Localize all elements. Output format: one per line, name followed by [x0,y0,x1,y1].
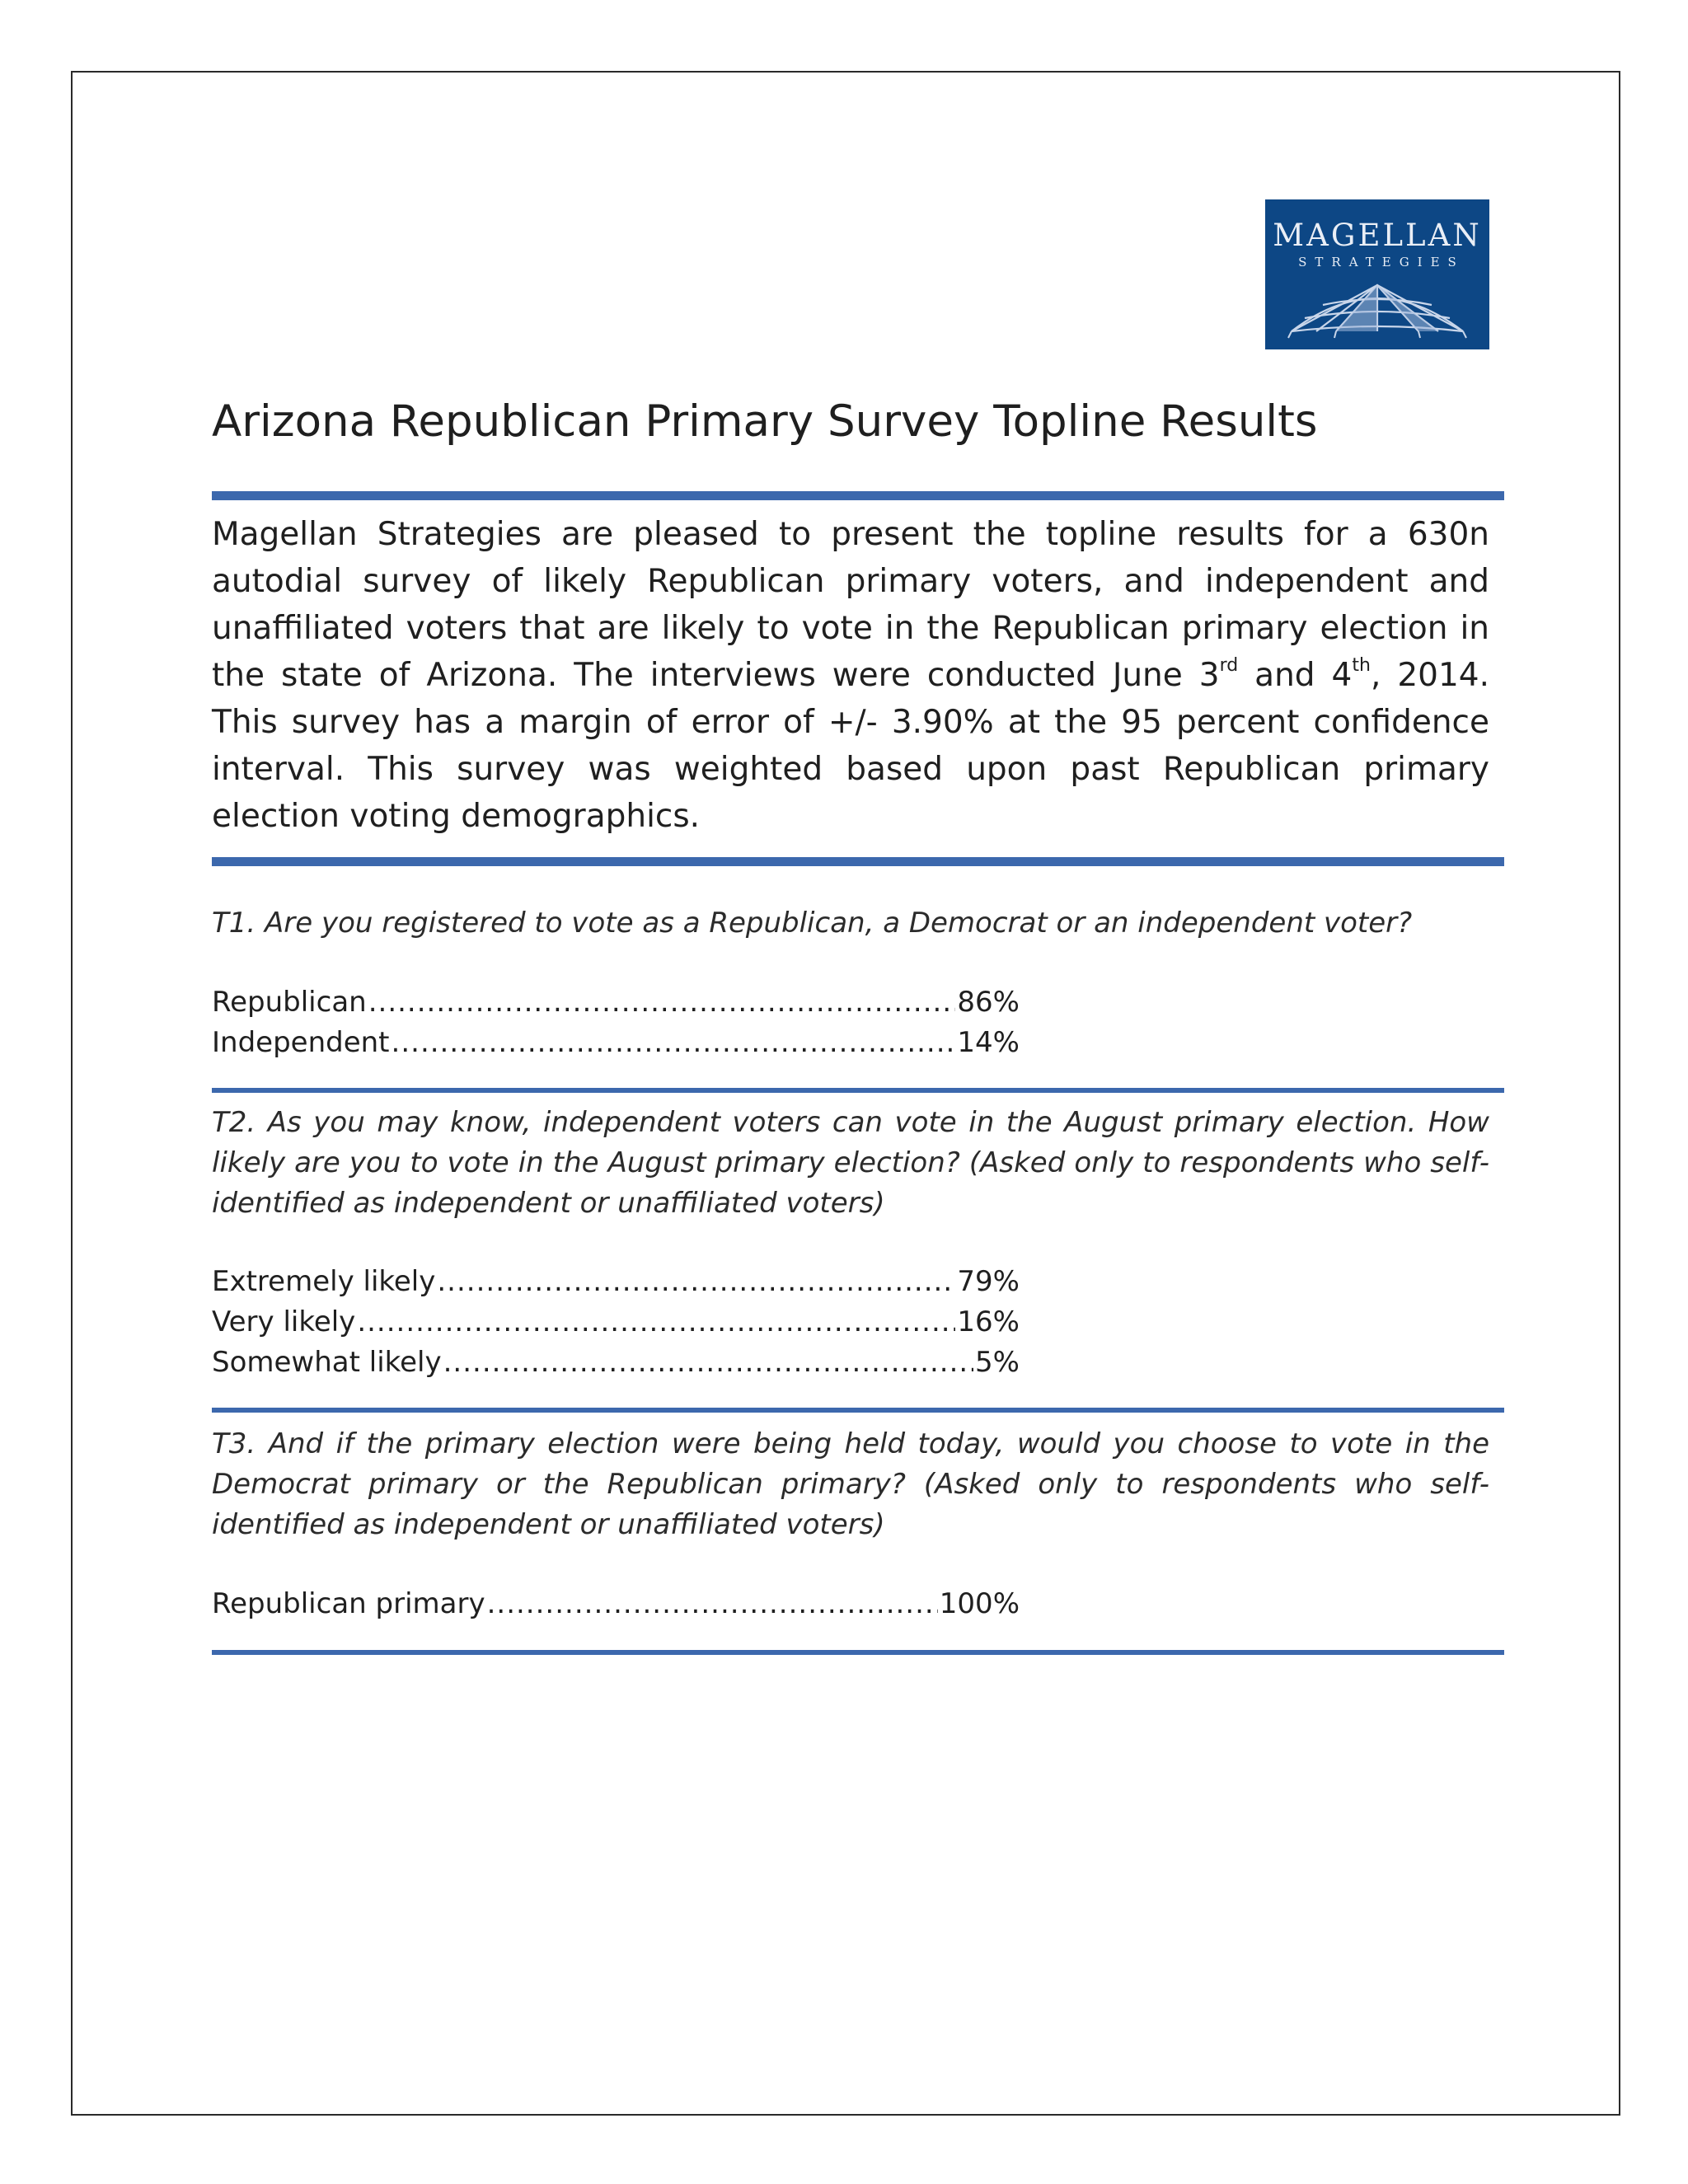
intro-sup-2: th [1352,655,1371,676]
answer-label: Very likely [212,1305,356,1338]
magellan-logo [1265,199,1489,349]
answer-label: Republican [212,986,367,1019]
intro-paragraph [212,511,1489,840]
answer-value: 86% [957,986,1020,1019]
leader-dots [437,1262,955,1302]
answer-row [212,1262,1020,1302]
intro-text-3: , 2014. This survey has a margin of error of +/- 3.90% at the 95 percent confidence interval. This survey was weighted based upon past Republican primary election voting demographics. [212,657,1489,835]
answer-row [212,1343,1020,1383]
answer-row [212,982,1020,1023]
answers-t3 [212,1584,1020,1624]
answer-row [212,1302,1020,1343]
globe-icon [1287,277,1468,341]
answer-row [212,1023,1020,1063]
leader-dots [368,982,956,1023]
intro-text-1: Magellan Strategies are pleased to present the topline results for a 630n autodial survey of likely Republican primary voters, and independent and unaffiliated voters that are likely to vote in the Republican primary election in the state of Arizona. The interviews were conducted June 3 [212,516,1489,694]
question-t1: T1. Are you registered to vote as a Republican, a Democrat or an independent voter? [212,907,1413,940]
answer-row [212,1584,1020,1624]
divider-top [212,491,1504,500]
leader-dots [357,1302,955,1343]
question-t2: T2. As you may know, independent voters can vote in the August primary election. How likely are you to vote in the August primary election? (Asked only to respondents who self-identified as independent or unaffiliated voters) [212,1106,1489,1220]
answer-label: Independent [212,1026,390,1059]
leader-dots [487,1584,938,1624]
intro-text-2: and 4 [1238,657,1353,694]
page-border [71,71,1620,2116]
divider-t2 [212,1408,1504,1413]
answer-value: 79% [957,1265,1020,1298]
leader-dots [392,1023,956,1063]
divider-bottom [212,1650,1504,1655]
answer-label: Republican primary [212,1587,485,1620]
question-t3: T3. And if the primary election were being held today, would you choose to vote in the Democrat primary or the Republican primary? (Asked only to respondents who self-identified as independent or unaffiliated voters) [212,1427,1489,1541]
logo-name: MAGELLAN [1273,218,1482,253]
answer-value: 16% [957,1305,1020,1338]
answers-t1 [212,982,1020,1063]
divider-intro [212,857,1504,866]
answer-value: 14% [957,1026,1020,1059]
page-title: Arizona Republican Primary Survey Topline Results [212,396,1318,447]
answer-value: 5% [975,1346,1020,1379]
answer-label: Somewhat likely [212,1346,442,1379]
logo-subtitle: STRATEGIES [1298,255,1465,269]
answers-t2 [212,1262,1020,1383]
answer-label: Extremely likely [212,1265,436,1298]
leader-dots [443,1343,973,1383]
divider-t1 [212,1088,1504,1093]
answer-value: 100% [939,1587,1020,1620]
intro-sup-1: rd [1219,655,1239,676]
